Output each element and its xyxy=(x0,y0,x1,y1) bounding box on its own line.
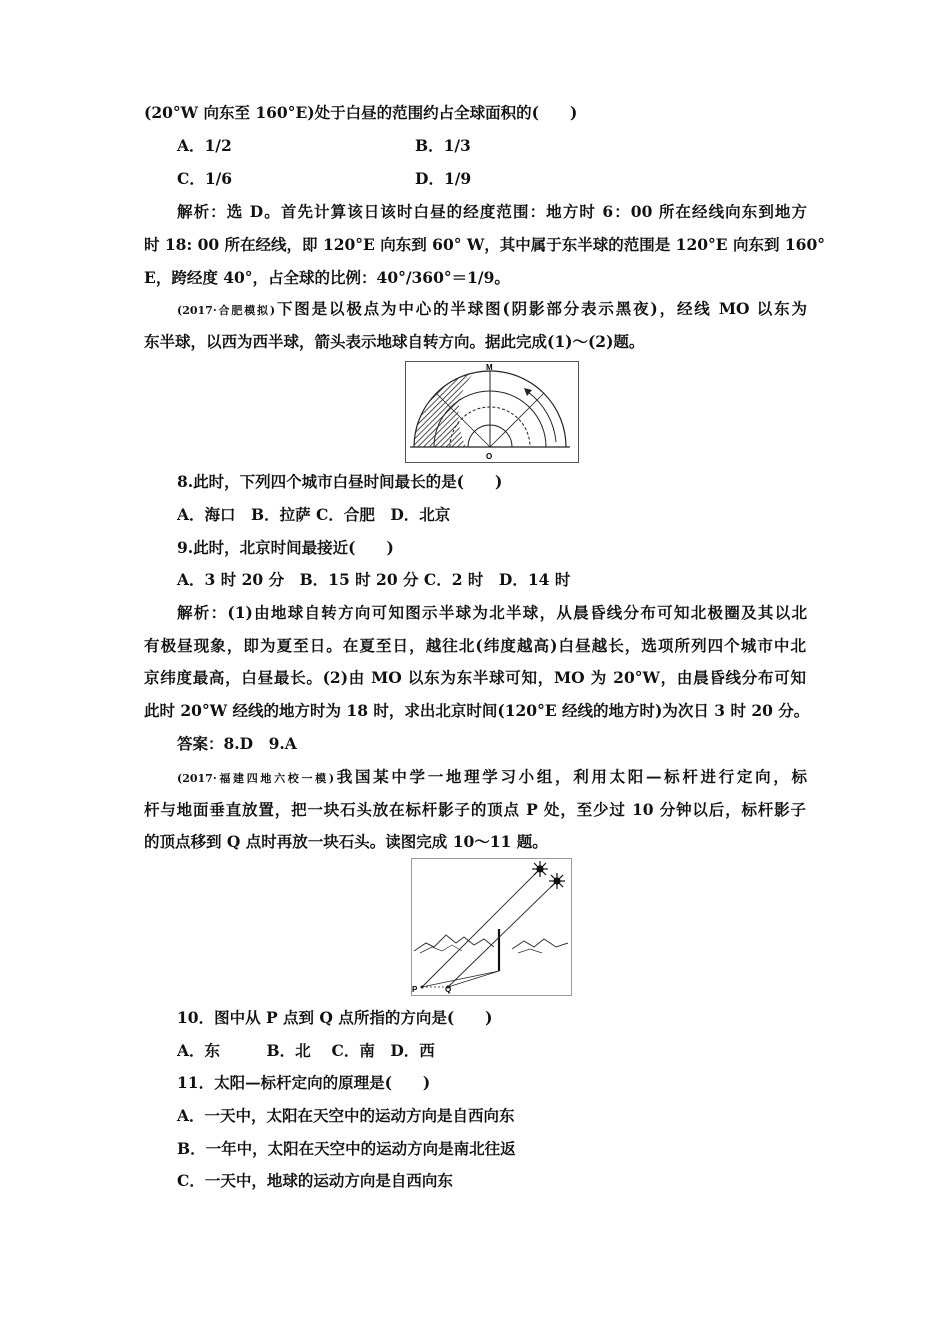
group2-source: (2017·福建四地六校一模) xyxy=(177,772,335,785)
q7-option-d: D．1/9 xyxy=(415,169,472,188)
q7-option-a: A．1/2 xyxy=(177,136,232,155)
q9-options: A．3 时 20 分 B．15 时 20 分 C．2 时 D．14 时 xyxy=(177,570,571,589)
group1-intro: (2017·合肥模拟)下图是以极点为中心的半球图(阴影部分表示黑夜)，经线 MO 以东为 xyxy=(177,299,807,318)
group1-analysis-line: 此时 20°W 经线的地方时为 18 时，求出北京时间(120°E 经线的地方时)为次日 3 时 20 分。 xyxy=(144,701,810,720)
q11-option-a: A．一天中，太阳在天空中的运动方向是自西向东 xyxy=(177,1106,515,1125)
q7-analysis-line: 时 18: 00 所在经线，即 120°E 向东到 60° W，其中属于东半球的范围是 120°E 向东到 160° xyxy=(144,235,825,254)
sun-icon xyxy=(549,873,565,889)
q8-options: A．海口 B．拉萨 C．合肥 D．北京 xyxy=(177,505,451,524)
sun-pole-diagram xyxy=(412,859,571,995)
q8-stem: 8.此时，下列四个城市白昼时间最长的是( ) xyxy=(177,472,503,491)
group1-answer: 答案：8.D 9.A xyxy=(177,734,297,753)
label-p: P xyxy=(412,985,418,994)
label-q: Q xyxy=(445,985,452,994)
group1-analysis-line: 京纬度最高，白昼最长。(2)由 MO 以东为东半球可知，MO 为 20°W，由晨昏线分布可知 xyxy=(144,668,806,687)
sun-icon xyxy=(532,861,548,877)
q10-stem: 10．图中从 P 点到 Q 点所指的方向是( ) xyxy=(177,1008,493,1027)
q7-option-c: C．1/6 xyxy=(177,169,233,188)
q11-option-c: C．一天中，地球的运动方向是自西向东 xyxy=(177,1171,453,1190)
group1-intro-line2: 东半球，以西为西半球，箭头表示地球自转方向。据此完成(1)～(2)题。 xyxy=(144,332,645,351)
sun-pole-figure xyxy=(411,858,572,996)
q11-stem: 11．太阳—标杆定向的原理是( ) xyxy=(177,1073,431,1092)
group1-analysis-line: 解析：(1)由地球自转方向可知图示半球为北半球，从晨昏线分布可知北极圈及其以北 xyxy=(177,603,807,622)
group2-intro-line2: 杆与地面垂直放置，把一块石头放在标杆影子的顶点 P 处，至少过 10 分钟以后，标杆影子 xyxy=(144,800,806,819)
hemisphere-figure xyxy=(405,361,579,463)
hemisphere-diagram xyxy=(406,362,578,462)
group1-analysis-line: 有极昼现象，即为夏至日。在夏至日，越往北(纬度越高)白昼越长，选项所列四个城市中北 xyxy=(144,636,806,655)
q7-stem: (20°W 向东至 160°E)处于白昼的范围约占全球面积的( ) xyxy=(144,103,578,122)
label-o: O xyxy=(486,452,493,461)
q10-options: A．东 B．北 C．南 D．西 xyxy=(177,1041,435,1060)
group2-intro: (2017·福建四地六校一模)我国某中学一地理学习小组，利用太阳—标杆进行定向，标 xyxy=(177,767,807,786)
q7-analysis-line: E，跨经度 40°，占全球的比例：40°/360°＝1/9。 xyxy=(144,268,510,287)
label-m: M xyxy=(486,363,493,372)
q7-analysis-line: 解析：选 D。首先计算该日该时白昼的经度范围：地方时 6：00 所在经线向东到地方 xyxy=(177,202,807,221)
q11-option-b: B．一年中，太阳在天空中的运动方向是南北往返 xyxy=(177,1139,516,1158)
group2-intro-line3: 的顶点移到 Q 点时再放一块石头。读图完成 10～11 题。 xyxy=(144,832,548,851)
group1-source: (2017·合肥模拟) xyxy=(177,304,276,317)
q7-option-b: B．1/3 xyxy=(415,136,471,155)
q9-stem: 9.此时，北京时间最接近( ) xyxy=(177,538,394,557)
